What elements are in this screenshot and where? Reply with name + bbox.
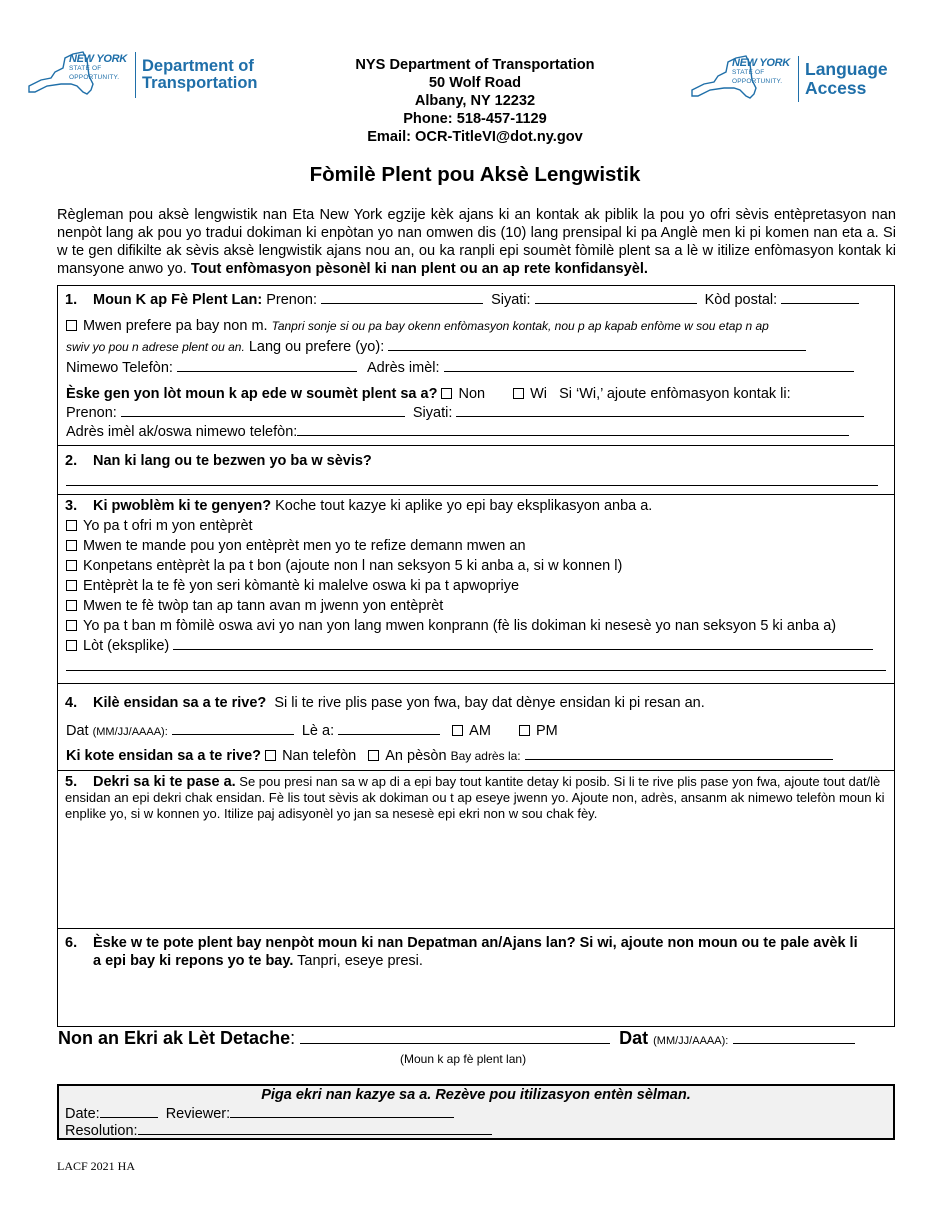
problem-option-label: Yo pa t ban m fòmilè oswa avi yo nan yon lang mwen konprann (fè lis dokiman ki nesesè yo nan seksyon 5 ki anba a) — [83, 618, 837, 634]
resolution-field[interactable] — [138, 1123, 492, 1135]
resolution-label: Resolution: — [65, 1123, 138, 1139]
signature-date-field[interactable] — [733, 1031, 855, 1044]
resolution-row — [65, 1122, 492, 1140]
incident-date-format: (MM/JJ/AAAA): — [92, 726, 168, 738]
problem-explanation-field[interactable] — [66, 659, 886, 671]
phone-label: Nimewo Telefòn: — [66, 360, 173, 376]
last-name-label: Siyati: — [491, 292, 531, 308]
helper-note: Si ‘Wi,’ ajoute enfòmasyon kontak li: — [559, 386, 791, 402]
zip-label: Kòd postal: — [704, 292, 778, 308]
logo-divider — [798, 56, 799, 102]
section-3-instruction: Koche tout kazye ki aplike yo epi bay eksplikasyon anba a. — [275, 498, 653, 514]
problem-option — [66, 577, 519, 595]
incident-date-label: Dat — [66, 723, 89, 739]
anonymous-row — [66, 317, 769, 335]
incident-date-field[interactable] — [172, 723, 294, 735]
email-field[interactable] — [444, 360, 854, 372]
agency-phone: Phone: 518-457-1129 — [403, 111, 547, 127]
problem-other-row — [66, 637, 873, 655]
helper-first-name-field[interactable] — [121, 405, 405, 417]
incident-address-label: Bay adrès la: — [450, 749, 521, 763]
helper-contact-row — [66, 423, 849, 441]
problem-option — [66, 517, 253, 535]
section-6-title: Èske w te pote plent bay nenpòt moun ki nan Depatman an/Ajans lan? Si wi, ajoute non moun ou te pale avèk li a epi bay ki repons yo te bay. — [93, 935, 858, 969]
problem-option-label: Yo pa t ofri m yon entèprèt — [83, 518, 253, 534]
helper-last-name-label: Siyati: — [412, 405, 453, 421]
signature-label: Non an Ekri ak Lèt Detache — [58, 1028, 291, 1048]
office-use-box — [57, 1084, 895, 1140]
first-name-field[interactable] — [321, 292, 483, 304]
helper-no-label: Non — [458, 386, 486, 402]
section-6-row: 6. Èske w te pote plent bay nenpòt moun ki nan Depatman an/Ajans lan? Si wi, ajoute non moun ou te pale avèk li a epi bay ki repons yo te bay. Tanpri, eseye presi. — [65, 935, 858, 969]
intro-confidential-note: Tout enfòmasyon pèsonèl ki nan plent ou an ap rete konfidansyèl. — [190, 261, 648, 277]
problem-option — [66, 597, 443, 615]
logo-department-name: Department of Transportation — [142, 57, 258, 92]
section-divider — [58, 928, 894, 929]
incident-location-question: Ki kote ensidan sa a te rive? — [66, 748, 262, 764]
am-checkbox[interactable] — [452, 725, 463, 736]
logo-ny-text: NEW YORK — [732, 57, 790, 69]
section-2-row: 2. Nan ki lang ou te bezwen yo ba w sèvis? — [65, 453, 372, 469]
helper-contact-label: Adrès imèl ak/oswa nimewo telefòn: — [66, 424, 298, 440]
intro-paragraph — [57, 206, 896, 278]
in-person-label: An pèsòn — [385, 748, 447, 764]
new-york-state-map-icon — [690, 54, 796, 104]
section-4-row: 4. Kilè ensidan sa a te rive? Si li te rive plis pase yon fwa, bay dat dènye ensidan ki pi resan an. — [65, 695, 705, 711]
section-1-title: Moun K ap Fè Plent Lan: — [93, 292, 263, 308]
problem-option — [66, 557, 622, 575]
new-york-state-map-icon — [27, 50, 133, 100]
problem-option — [66, 617, 836, 635]
logo-divider — [135, 52, 136, 98]
language-access-logo — [690, 54, 888, 104]
helper-question: Èske gen yon lòt moun k ap ede w soumèt plent sa a? — [66, 386, 438, 402]
problem-option-label: Entèprèt la te fè yon seri kòmantè ki malelve oswa ki pa t apwopriye — [83, 578, 520, 594]
logo-opportunity-text: OPPORTUNITY. — [69, 74, 120, 81]
problem-other-field[interactable] — [173, 638, 873, 650]
incident-date-row — [66, 722, 558, 741]
incident-address-field[interactable] — [525, 748, 833, 760]
incident-location-row — [66, 747, 833, 765]
helper-yes-label: Wi — [530, 386, 548, 402]
agency-city: Albany, NY 12232 — [414, 93, 536, 109]
problem-checkbox[interactable] — [66, 620, 77, 631]
logo-program-name: Language Access — [805, 59, 888, 98]
am-label: AM — [469, 723, 491, 739]
intro-text: Règleman pou aksè lengwistik nan Eta New York egzije kèk ajans ki an kontak ak piblik la pou yo ofri sèvis entèpretasyon nan nenpòt lang ak pou yo tradui dokiman ki enpòtan yo nan omwen dis (10) lang prensipal ki pa Anglè men ki pi komen nan eta a. Si w te gen difikilte ak sèvis aksè lengwistik ajans nou an, ou ka ranpli epi soumèt fòmilè plent sa a lè w itilize enfòmasyon kontak ki mansyone anwo yo. — [57, 207, 896, 277]
last-name-field[interactable] — [535, 292, 697, 304]
problem-checkbox[interactable] — [66, 560, 77, 571]
anonymous-note-continued: swiv yo pou n adrese plent ou an. — [66, 340, 245, 354]
helper-no-checkbox[interactable] — [441, 388, 452, 399]
helper-contact-field[interactable] — [297, 424, 849, 436]
anonymous-note: Tanpri sonje si ou pa bay okenn enfòmasyon kontak, nou p ap kapab enfòme w sou etap n ap — [271, 319, 769, 333]
language-row — [66, 338, 806, 356]
printed-name-field[interactable] — [300, 1031, 610, 1044]
anonymous-label: Mwen prefere pa bay non m. — [83, 318, 268, 334]
office-use-title: Piga ekri nan kazye sa a. Rezève pou itilizasyon entèn sèlman. — [261, 1087, 691, 1103]
section-5-description: 5. Dekri sa ki te pase a. Se pou presi nan sa w ap di a epi bay tout kantite detay ki posib. Si li te rive plis pase yon fwa, ajoute tout dat/lè ensidan an epi dekri chak ensidan. Fè lis tout sèvis ak dokiman ou t ap eseye jwenn yo. Ajoute non, adrès, ansanm ak nimewo telefòn moun ki enplike yo, si w konnen yo. Itilize paj adisyonèl yo jan sa nesesè epi ekri non w sou chak fèy. — [65, 774, 885, 821]
office-date-label: Date: — [65, 1106, 100, 1122]
complaint-form — [57, 285, 895, 1027]
problem-checkbox[interactable] — [66, 540, 77, 551]
preferred-language-field[interactable] — [388, 339, 806, 351]
contact-row — [66, 359, 854, 377]
incident-time-field[interactable] — [338, 723, 440, 735]
logo-state-text: STATE OF — [732, 69, 765, 76]
agency-email: Email: OCR-TitleVI@dot.ny.gov — [367, 129, 583, 145]
problem-option-label: Mwen te mande pou yon entèprèt men yo te refize demann mwen an — [83, 538, 526, 554]
form-code: LACF 2021 HA — [57, 1159, 136, 1173]
first-name-label: Prenon: — [266, 292, 317, 308]
logo-state-text: STATE OF — [69, 65, 102, 72]
phone-field[interactable] — [177, 360, 357, 372]
section-3-title: Ki pwoblèm ki te genyen? — [93, 498, 272, 514]
helper-yes-checkbox[interactable] — [513, 388, 524, 399]
prior-complaint-area[interactable] — [58, 976, 894, 1026]
helper-question-row — [66, 385, 791, 403]
section-2-title: Nan ki lang ou te bezwen yo ba w sèvis? — [93, 453, 372, 469]
incident-time-label: Lè a: — [301, 723, 335, 739]
section-3-row: 3. Ki pwoblèm ki te genyen? Koche tout kazye ki aplike yo epi bay eksplikasyon anba a. — [65, 498, 653, 514]
preferred-language-label: Lang ou prefere (yo): — [248, 339, 385, 355]
section-4-note: Si li te rive plis pase yon fwa, bay dat dènye ensidan ki pi resan an. — [274, 695, 705, 711]
section-6-note: Tanpri, eseye presi. — [297, 953, 423, 969]
problem-checkbox[interactable] — [66, 520, 77, 531]
helper-name-row — [66, 404, 864, 422]
problem-other-checkbox[interactable] — [66, 640, 77, 651]
zip-field[interactable] — [781, 292, 859, 304]
pm-checkbox[interactable] — [519, 725, 530, 736]
by-phone-checkbox[interactable] — [265, 750, 276, 761]
section-5-instructions: Se pou presi nan sa w ap di a epi bay tout kantite detay ki posib. Si li te rive plis pase yon fwa, ajoute tout dat/lè ensidan an epi dekri chak ensidan. Fè lis tout sèvis ak dokiman ou t ap eseye jwenn yo. Ajoute non, adrès, ansanm ak nimewo telefòn moun ki enplike yo, si w konnen yo. Itilize paj adisyonèl yo jan sa nesesè epi ekri non w sou chak fèy. — [65, 774, 885, 821]
section-divider — [58, 683, 894, 684]
signature-caption: (Moun k ap fè plent lan) — [400, 1052, 527, 1066]
section-divider — [58, 770, 894, 771]
nys-dot-logo — [27, 50, 258, 100]
office-date-field[interactable] — [100, 1106, 158, 1118]
section-1-name-row: 1. Moun K ap Fè Plent Lan: Prenon: Siyati: Kòd postal: — [65, 291, 859, 309]
in-person-checkbox[interactable] — [368, 750, 379, 761]
agency-contact-block — [300, 56, 650, 146]
email-label: Adrès imèl: — [367, 360, 440, 376]
reviewer-field[interactable] — [230, 1106, 454, 1118]
helper-first-name-label: Prenon: — [66, 405, 117, 421]
section-4-title: Kilè ensidan sa a te rive? — [93, 695, 267, 711]
office-date-reviewer-row — [65, 1105, 454, 1123]
reviewer-label: Reviewer: — [165, 1106, 231, 1122]
signature-date-label: Dat — [619, 1028, 649, 1048]
language-needed-field[interactable] — [66, 474, 878, 486]
agency-street: 50 Wolf Road — [428, 75, 522, 91]
helper-last-name-field[interactable] — [456, 405, 864, 417]
logo-opportunity-text: OPPORTUNITY. — [732, 78, 783, 85]
problem-option — [66, 537, 526, 555]
problem-option-label: Mwen te fè twòp tan ap tann avan m jwenn yon entèprèt — [83, 598, 444, 614]
signature-date-format: (MM/JJ/AAAA): — [653, 1035, 729, 1047]
form-title: Fòmilè Plent pou Aksè Lengwistik — [309, 163, 641, 186]
by-phone-label: Nan telefòn — [282, 748, 357, 764]
pm-label: PM — [535, 723, 558, 739]
logo-ny-text: NEW YORK — [69, 53, 127, 65]
problem-checkbox[interactable] — [66, 600, 77, 611]
section-divider — [58, 445, 894, 446]
section-5-title: Dekri sa ki te pase a. — [93, 774, 236, 790]
agency-name: NYS Department of Transportation — [355, 57, 595, 73]
incident-description-area[interactable] — [58, 826, 894, 927]
section-divider — [58, 494, 894, 495]
problem-checkbox[interactable] — [66, 580, 77, 591]
problem-other-label: Lòt (eksplike) — [83, 638, 170, 654]
problem-option-label: Konpetans entèprèt la pa t bon (ajoute non l nan seksyon 5 ki anba a, si w konnen l) — [83, 558, 623, 574]
signature-row: Non an Ekri ak Lèt Detache: Dat (MM/JJ/AAAA): — [58, 1028, 855, 1049]
anonymous-checkbox[interactable] — [66, 320, 77, 331]
